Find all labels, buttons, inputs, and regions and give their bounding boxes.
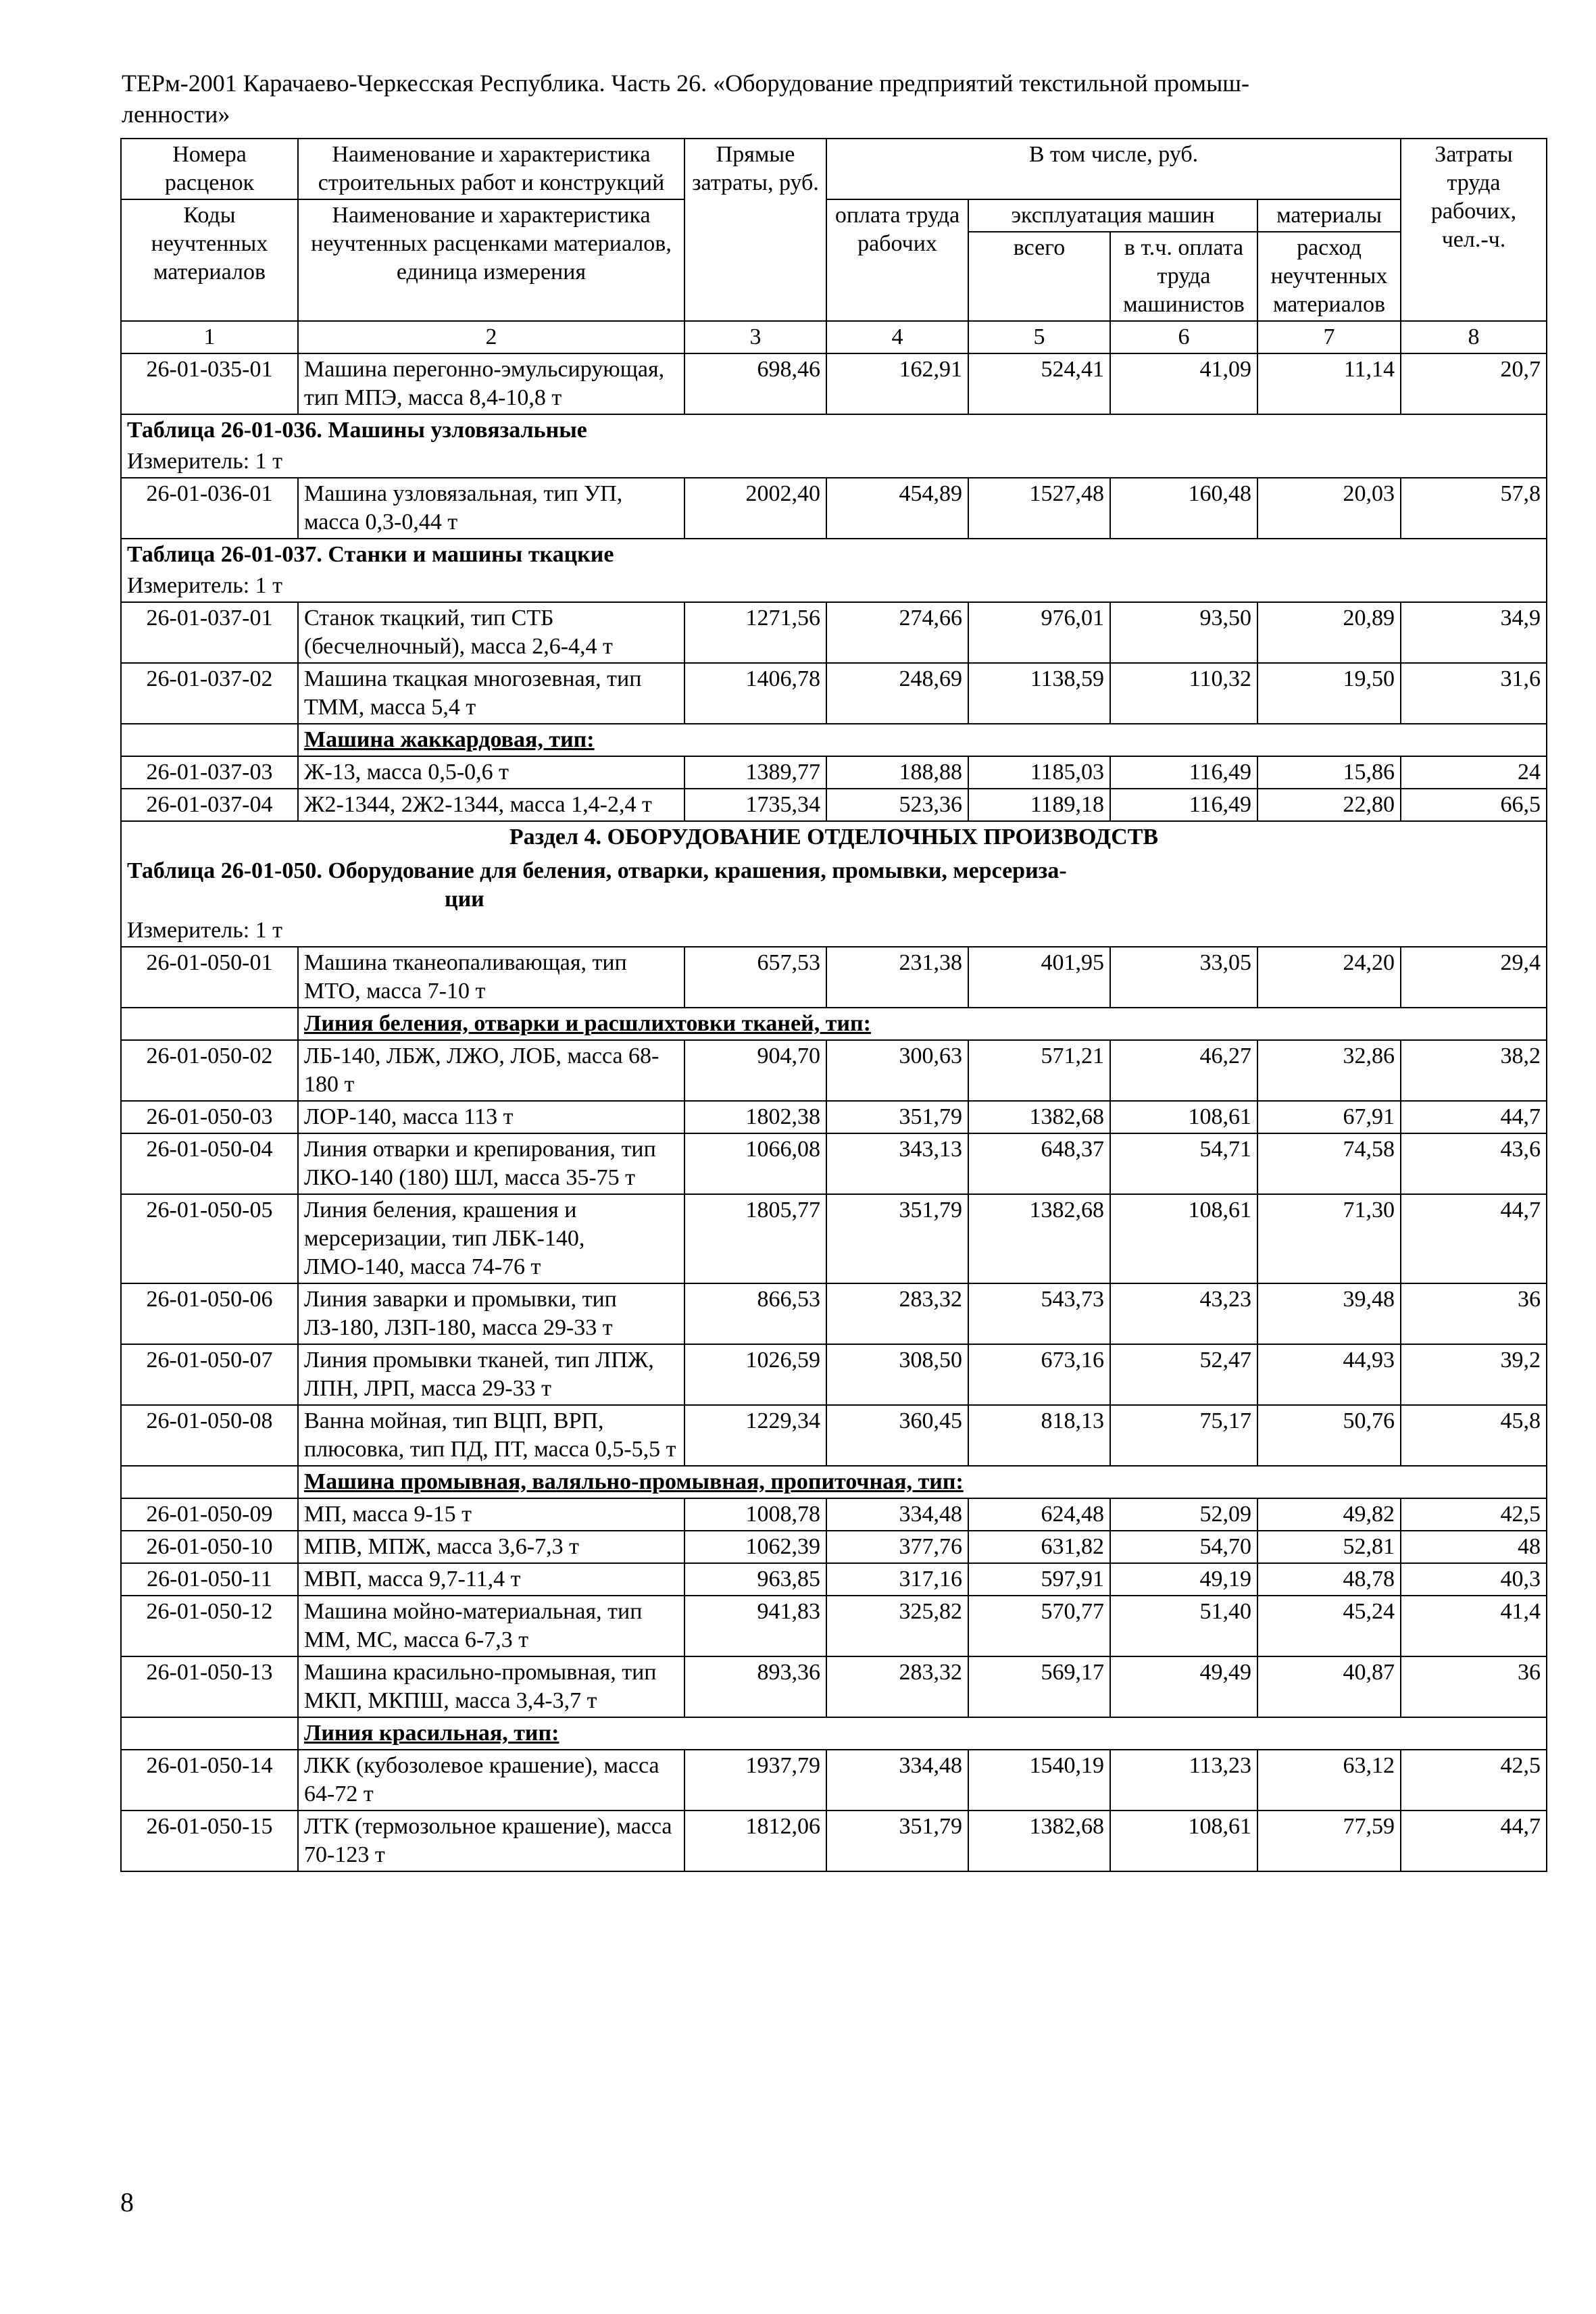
machines-drivers: 51,40 <box>1110 1596 1257 1656</box>
table-row <box>121 1750 1547 1811</box>
labor-pay: 351,79 <box>826 1101 968 1133</box>
materials: 49,82 <box>1257 1498 1401 1531</box>
labor-hours: 40,3 <box>1401 1563 1547 1596</box>
materials: 74,58 <box>1257 1133 1401 1194</box>
direct-cost: 904,70 <box>684 1040 826 1101</box>
rate-code: 26-01-050-04 <box>121 1133 298 1194</box>
rate-code: 26-01-036-01 <box>121 478 298 539</box>
machines-drivers: 116,49 <box>1110 789 1257 821</box>
subheader-row <box>121 1717 1547 1750</box>
labor-pay: 377,76 <box>826 1531 968 1563</box>
section-4-title: Раздел 4. ОБОРУДОВАНИЕ ОТДЕЛОЧНЫХ ПРОИЗВОДСТВ <box>121 821 1547 853</box>
rate-name: ЛБ-140, ЛБЖ, ЛЖО, ЛОБ, масса 68-180 т <box>298 1040 684 1101</box>
table-row <box>121 663 1547 724</box>
machines-drivers: 110,32 <box>1110 663 1257 724</box>
rate-name: Станок ткацкий, тип СТБ (бесчелночный), масса 2,6-4,4 т <box>298 602 684 663</box>
header-row-1 <box>121 139 1547 199</box>
rate-name: Ж-13, масса 0,5-0,6 т <box>298 756 684 789</box>
table-row <box>121 1531 1547 1563</box>
group-subheader: Линия красильная, тип: <box>298 1717 1547 1750</box>
rate-name: Линия отварки и крепирования, тип ЛКО-140 (180) ШЛ, масса 35-75 т <box>298 1133 684 1194</box>
rate-code: 26-01-037-02 <box>121 663 298 724</box>
labor-hours: 39,2 <box>1401 1344 1547 1405</box>
labor-hours: 31,6 <box>1401 663 1547 724</box>
rate-code: 26-01-050-07 <box>121 1344 298 1405</box>
rate-name: МПВ, МПЖ, масса 3,6-7,3 т <box>298 1531 684 1563</box>
labor-pay: 300,63 <box>826 1040 968 1101</box>
machines-total: 818,13 <box>968 1405 1110 1466</box>
rate-code: 26-01-050-08 <box>121 1405 298 1466</box>
labor-hours: 44,7 <box>1401 1101 1547 1133</box>
table-036-title: Таблица 26-01-036. Машины узловязальные <box>121 414 1547 446</box>
machines-drivers: 52,47 <box>1110 1344 1257 1405</box>
col-machines-total-header: всего <box>968 232 1110 321</box>
materials: 52,81 <box>1257 1531 1401 1563</box>
col-number: 1 <box>121 321 298 353</box>
col-name-header: Наименование и характеристика строительных работ и конструкций <box>298 139 684 199</box>
labor-hours: 29,4 <box>1401 947 1547 1008</box>
table-row <box>121 1596 1547 1656</box>
materials: 32,86 <box>1257 1040 1401 1101</box>
machines-drivers: 108,61 <box>1110 1811 1257 1871</box>
machines-drivers: 108,61 <box>1110 1194 1257 1283</box>
machines-total: 524,41 <box>968 353 1110 414</box>
rate-code: 26-01-050-10 <box>121 1531 298 1563</box>
labor-pay: 454,89 <box>826 478 968 539</box>
col-incl-header: В том числе, руб. <box>826 139 1401 199</box>
direct-cost: 2002,40 <box>684 478 826 539</box>
page-number: 8 <box>120 2187 134 2217</box>
table-row <box>121 1283 1547 1344</box>
col-number: 5 <box>968 321 1110 353</box>
machines-drivers: 41,09 <box>1110 353 1257 414</box>
empty-cell <box>121 1466 298 1498</box>
labor-hours: 48 <box>1401 1531 1547 1563</box>
direct-cost: 1406,78 <box>684 663 826 724</box>
materials: 44,93 <box>1257 1344 1401 1405</box>
direct-cost: 1008,78 <box>684 1498 826 1531</box>
labor-pay: 248,69 <box>826 663 968 724</box>
labor-hours: 36 <box>1401 1283 1547 1344</box>
col-code-subheader: Коды неучтенных материалов <box>121 199 298 321</box>
rate-name: Линия промывки тканей, тип ЛПЖ, ЛПН, ЛРП, масса 29-33 т <box>298 1344 684 1405</box>
rate-name: ЛКК (кубозолевое крашение), масса 64-72 т <box>298 1750 684 1811</box>
rate-code: 26-01-037-03 <box>121 756 298 789</box>
machines-total: 1189,18 <box>968 789 1110 821</box>
group-subheader: Машина жаккардовая, тип: <box>298 724 1547 756</box>
group-subheader: Машина промывная, валяльно-промывная, пропиточная, тип: <box>298 1466 1547 1498</box>
direct-cost: 893,36 <box>684 1656 826 1717</box>
machines-total: 1185,03 <box>968 756 1110 789</box>
col-number: 6 <box>1110 321 1257 353</box>
labor-pay: 317,16 <box>826 1563 968 1596</box>
table-row <box>121 947 1547 1008</box>
materials: 45,24 <box>1257 1596 1401 1656</box>
materials: 63,12 <box>1257 1750 1401 1811</box>
subheader-row <box>121 1008 1547 1040</box>
table-row <box>121 1194 1547 1283</box>
labor-pay: 523,36 <box>826 789 968 821</box>
machines-total: 673,16 <box>968 1344 1110 1405</box>
machines-total: 1540,19 <box>968 1750 1110 1811</box>
labor-hours: 42,5 <box>1401 1498 1547 1531</box>
rate-name: Линия заварки и промывки, тип ЛЗ-180, ЛЗП-180, масса 29-33 т <box>298 1283 684 1344</box>
machines-total: 543,73 <box>968 1283 1110 1344</box>
col-number: 2 <box>298 321 684 353</box>
col-labor-header: оплата труда рабочих <box>826 199 968 321</box>
materials: 48,78 <box>1257 1563 1401 1596</box>
table-row <box>121 1133 1547 1194</box>
machines-drivers: 46,27 <box>1110 1040 1257 1101</box>
direct-cost: 1066,08 <box>684 1133 826 1194</box>
rate-code: 26-01-050-11 <box>121 1563 298 1596</box>
header-row-2 <box>121 199 1547 232</box>
header-line-1: ТЕРм-2001 Карачаево-Черкесская Республика. Часть 26. «Оборудование предприятий текстильной промыш- <box>122 70 1249 97</box>
page-header <box>122 68 1487 130</box>
rate-code: 26-01-037-04 <box>121 789 298 821</box>
table-row <box>121 1498 1547 1531</box>
measure-row <box>121 446 1547 478</box>
table-row <box>121 353 1547 414</box>
empty-cell <box>121 1717 298 1750</box>
direct-cost: 1812,06 <box>684 1811 826 1871</box>
labor-hours: 41,4 <box>1401 1596 1547 1656</box>
machines-drivers: 33,05 <box>1110 947 1257 1008</box>
col-number: 7 <box>1257 321 1401 353</box>
rate-code: 26-01-050-05 <box>121 1194 298 1283</box>
group-subheader: Линия беления, отварки и расшлихтовки тканей, тип: <box>298 1008 1547 1040</box>
col-materials-unaccounted-header: расход неучтенных материалов <box>1257 232 1401 321</box>
machines-total: 571,21 <box>968 1040 1110 1101</box>
direct-cost: 657,53 <box>684 947 826 1008</box>
rate-name: МВП, масса 9,7-11,4 т <box>298 1563 684 1596</box>
direct-cost: 1805,77 <box>684 1194 826 1283</box>
labor-pay: 162,91 <box>826 353 968 414</box>
labor-hours: 34,9 <box>1401 602 1547 663</box>
labor-hours: 45,8 <box>1401 1405 1547 1466</box>
machines-total: 624,48 <box>968 1498 1110 1531</box>
direct-cost: 1937,79 <box>684 1750 826 1811</box>
rate-name: Машина узловязальная, тип УП, масса 0,3-0,44 т <box>298 478 684 539</box>
section-row <box>121 821 1547 853</box>
direct-cost: 1271,56 <box>684 602 826 663</box>
labor-pay: 231,38 <box>826 947 968 1008</box>
labor-hours: 57,8 <box>1401 478 1547 539</box>
machines-total: 569,17 <box>968 1656 1110 1717</box>
rate-code: 26-01-050-03 <box>121 1101 298 1133</box>
machines-total: 648,37 <box>968 1133 1110 1194</box>
table-050-title-line-2: ции <box>445 887 484 912</box>
labor-pay: 325,82 <box>826 1596 968 1656</box>
machines-drivers: 75,17 <box>1110 1405 1257 1466</box>
labor-hours: 20,7 <box>1401 353 1547 414</box>
materials: 77,59 <box>1257 1811 1401 1871</box>
col-number: 8 <box>1401 321 1547 353</box>
labor-pay: 188,88 <box>826 756 968 789</box>
labor-pay: 343,13 <box>826 1133 968 1194</box>
machines-drivers: 108,61 <box>1110 1101 1257 1133</box>
table-row <box>121 1040 1547 1101</box>
materials: 40,87 <box>1257 1656 1401 1717</box>
empty-cell <box>121 1008 298 1040</box>
rate-name: Машина ткацкая многозевная, тип ТММ, масса 5,4 т <box>298 663 684 724</box>
machines-total: 1382,68 <box>968 1811 1110 1871</box>
labor-hours: 36 <box>1401 1656 1547 1717</box>
rate-code: 26-01-035-01 <box>121 353 298 414</box>
machines-drivers: 116,49 <box>1110 756 1257 789</box>
table-row <box>121 1344 1547 1405</box>
labor-hours: 44,7 <box>1401 1811 1547 1871</box>
materials: 39,48 <box>1257 1283 1401 1344</box>
labor-hours: 43,6 <box>1401 1133 1547 1194</box>
rate-code: 26-01-037-01 <box>121 602 298 663</box>
direct-cost: 941,83 <box>684 1596 826 1656</box>
table-row <box>121 1656 1547 1717</box>
labor-hours: 66,5 <box>1401 789 1547 821</box>
col-labor-cost-header: Затраты труда рабочих, чел.-ч. <box>1401 139 1547 321</box>
table-row <box>121 602 1547 663</box>
labor-pay: 283,32 <box>826 1283 968 1344</box>
labor-hours: 44,7 <box>1401 1194 1547 1283</box>
machines-drivers: 54,70 <box>1110 1531 1257 1563</box>
subheader-row <box>121 1466 1547 1498</box>
machines-total: 570,77 <box>968 1596 1110 1656</box>
machines-total: 597,91 <box>968 1563 1110 1596</box>
empty-cell <box>121 724 298 756</box>
materials: 20,89 <box>1257 602 1401 663</box>
machines-total: 1382,68 <box>968 1101 1110 1133</box>
col-direct-header: Прямые затраты, руб. <box>684 139 826 321</box>
rate-code: 26-01-050-13 <box>121 1656 298 1717</box>
materials: 24,20 <box>1257 947 1401 1008</box>
materials: 67,91 <box>1257 1101 1401 1133</box>
materials: 22,80 <box>1257 789 1401 821</box>
materials: 15,86 <box>1257 756 1401 789</box>
table-row <box>121 789 1547 821</box>
direct-cost: 1802,38 <box>684 1101 826 1133</box>
rate-code: 26-01-050-02 <box>121 1040 298 1101</box>
column-numbers-row <box>121 321 1547 353</box>
rate-name: Машина перегонно-эмульсирующая, тип МПЭ, масса 8,4-10,8 т <box>298 353 684 414</box>
direct-cost: 866,53 <box>684 1283 826 1344</box>
rate-name: ЛТК (термозольное крашение), масса 70-123 т <box>298 1811 684 1871</box>
machines-drivers: 43,23 <box>1110 1283 1257 1344</box>
col-materials-header: материалы <box>1257 199 1401 232</box>
materials: 20,03 <box>1257 478 1401 539</box>
col-machines-drivers-header: в т.ч. оплата труда машинистов <box>1110 232 1257 321</box>
labor-pay: 334,48 <box>826 1498 968 1531</box>
col-code-header: Номера расценок <box>121 139 298 199</box>
rate-name: ЛОР-140, масса 113 т <box>298 1101 684 1133</box>
table-row <box>121 1811 1547 1871</box>
machines-total: 1527,48 <box>968 478 1110 539</box>
table-037-title: Таблица 26-01-037. Станки и машины ткацкие <box>121 539 1547 570</box>
labor-pay: 351,79 <box>826 1811 968 1871</box>
table-row <box>121 1101 1547 1133</box>
machines-total: 401,95 <box>968 947 1110 1008</box>
direct-cost: 1229,34 <box>684 1405 826 1466</box>
rate-code: 26-01-050-12 <box>121 1596 298 1656</box>
rate-name: Машина мойно-материальная, тип ММ, МС, масса 6-7,3 т <box>298 1596 684 1656</box>
header-line-2: ленности» <box>122 101 230 128</box>
price-table <box>120 138 1547 1872</box>
direct-cost: 698,46 <box>684 353 826 414</box>
materials: 71,30 <box>1257 1194 1401 1283</box>
rate-name: Ванна мойная, тип ВЦП, ВРП, плюсовка, тип ПД, ПТ, масса 0,5-5,5 т <box>298 1405 684 1466</box>
table-050-title <box>121 853 1547 915</box>
rate-code: 26-01-050-01 <box>121 947 298 1008</box>
machines-total: 1382,68 <box>968 1194 1110 1283</box>
machines-drivers: 113,23 <box>1110 1750 1257 1811</box>
rate-name: Ж2-1344, 2Ж2-1344, масса 1,4-2,4 т <box>298 789 684 821</box>
labor-pay: 334,48 <box>826 1750 968 1811</box>
materials: 50,76 <box>1257 1405 1401 1466</box>
rate-name: МП, масса 9-15 т <box>298 1498 684 1531</box>
machines-total: 1138,59 <box>968 663 1110 724</box>
table-row <box>121 1563 1547 1596</box>
direct-cost: 963,85 <box>684 1563 826 1596</box>
machines-total: 976,01 <box>968 602 1110 663</box>
labor-hours: 42,5 <box>1401 1750 1547 1811</box>
measure-row <box>121 570 1547 602</box>
table-036-measure: Измеритель: 1 т <box>121 446 1547 478</box>
rate-name: Машина красильно-промывная, тип МКП, МКПШ, масса 3,4-3,7 т <box>298 1656 684 1717</box>
labor-pay: 308,50 <box>826 1344 968 1405</box>
machines-drivers: 52,09 <box>1110 1498 1257 1531</box>
rate-code: 26-01-050-15 <box>121 1811 298 1871</box>
col-name-subheader: Наименование и характеристика неучтенных расценками материалов, единица измерения <box>298 199 684 321</box>
table-title-row <box>121 539 1547 570</box>
machines-drivers: 49,19 <box>1110 1563 1257 1596</box>
labor-pay: 274,66 <box>826 602 968 663</box>
materials: 19,50 <box>1257 663 1401 724</box>
direct-cost: 1062,39 <box>684 1531 826 1563</box>
labor-hours: 24 <box>1401 756 1547 789</box>
labor-hours: 38,2 <box>1401 1040 1547 1101</box>
col-number: 4 <box>826 321 968 353</box>
machines-drivers: 54,71 <box>1110 1133 1257 1194</box>
labor-pay: 360,45 <box>826 1405 968 1466</box>
machines-drivers: 49,49 <box>1110 1656 1257 1717</box>
table-050-measure: Измеритель: 1 т <box>121 915 1547 947</box>
table-row <box>121 756 1547 789</box>
machines-drivers: 93,50 <box>1110 602 1257 663</box>
labor-pay: 351,79 <box>826 1194 968 1283</box>
col-number: 3 <box>684 321 826 353</box>
machines-total: 631,82 <box>968 1531 1110 1563</box>
subheader-row <box>121 724 1547 756</box>
table-row <box>121 1405 1547 1466</box>
rate-name: Машина тканеопаливающая, тип МТО, масса 7-10 т <box>298 947 684 1008</box>
table-row <box>121 478 1547 539</box>
rate-code: 26-01-050-09 <box>121 1498 298 1531</box>
machines-drivers: 160,48 <box>1110 478 1257 539</box>
direct-cost: 1026,59 <box>684 1344 826 1405</box>
rate-code: 26-01-050-06 <box>121 1283 298 1344</box>
table-037-measure: Измеритель: 1 т <box>121 570 1547 602</box>
direct-cost: 1389,77 <box>684 756 826 789</box>
labor-pay: 283,32 <box>826 1656 968 1717</box>
measure-row <box>121 915 1547 947</box>
direct-cost: 1735,34 <box>684 789 826 821</box>
rate-code: 26-01-050-14 <box>121 1750 298 1811</box>
table-title-row <box>121 853 1547 915</box>
table-050-title-line-1: Таблица 26-01-050. Оборудование для беления, отварки, крашения, промывки, мерсериза- <box>127 858 1067 883</box>
rate-name: Линия беления, крашения и мерсеризации, тип ЛБК-140, ЛМО-140, масса 74-76 т <box>298 1194 684 1283</box>
table-title-row <box>121 414 1547 446</box>
materials: 11,14 <box>1257 353 1401 414</box>
col-machines-header: эксплуатация машин <box>968 199 1257 232</box>
